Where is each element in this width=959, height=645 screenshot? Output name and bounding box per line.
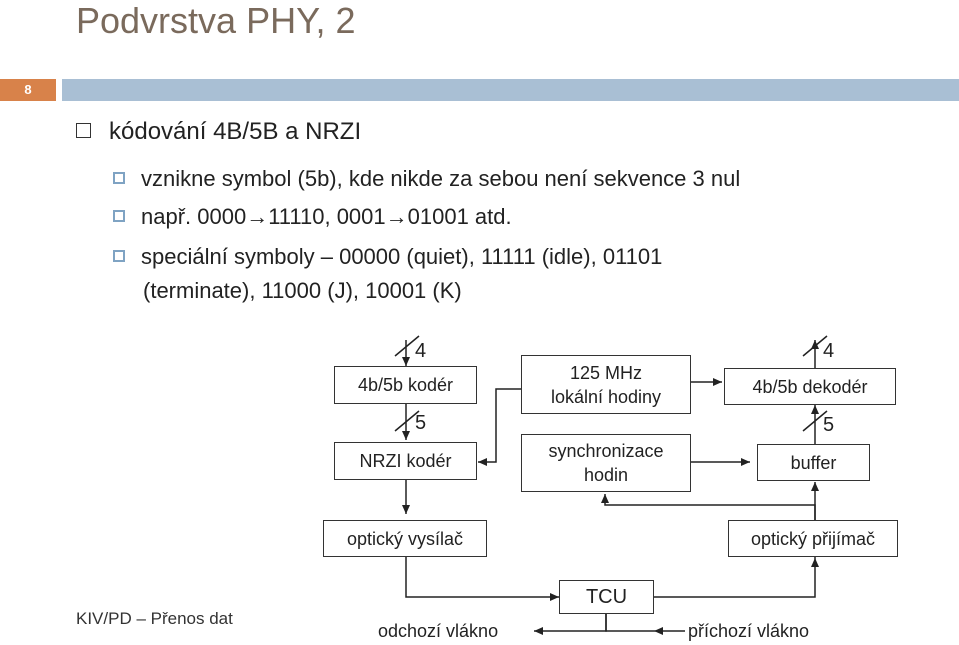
main-bullet-text: kódování 4B/5B a NRZI — [109, 118, 362, 145]
sub-bullet-text: (terminate), 11000 (J), 10001 (K) — [143, 278, 462, 303]
local-clock-line2: lokální hodiny — [550, 386, 662, 407]
tcu-label: TCU — [585, 586, 628, 608]
clock-sync-line2: hodin — [583, 465, 629, 485]
sub-bullet-text: např. 0000→11110, 0001→01001 atd. — [141, 204, 512, 229]
tx-to-tcu-wire — [406, 556, 559, 597]
slide-number: 8 — [0, 79, 56, 101]
bus-width-label: 4 — [823, 340, 835, 362]
nrzi-encoder-box — [334, 442, 477, 480]
clock-sync-box — [521, 434, 691, 492]
footer-text: KIV/PD – Přenos dat — [76, 609, 233, 628]
tcu-to-rx-wire — [654, 558, 815, 597]
clock-sync-line1: synchronizace — [548, 441, 664, 461]
slide-title: Podvrstva PHY, 2 — [76, 0, 356, 41]
optical-transmitter-label: optický vysílač — [346, 528, 464, 549]
encoder-4b5b-box — [334, 366, 477, 404]
local-clock-line1: 125 MHz — [569, 362, 643, 383]
nrzi-encoder-label: NRZI kodér — [359, 451, 452, 471]
incoming-to-tcu-wire — [606, 614, 654, 631]
sub-bullet-text: speciální symboly – 00000 (quiet), 11111 (idle), 01101 — [141, 244, 663, 269]
incoming-fiber-label: příchozí vlákno — [688, 621, 810, 641]
buffer-label: buffer — [790, 452, 837, 473]
tcu-box — [559, 580, 654, 614]
outgoing-fiber-label: odchozí vlákno — [378, 621, 499, 641]
decoder-4b5b-box — [724, 368, 896, 405]
encoder-4b5b-label: 4b/5b kodér — [357, 375, 454, 395]
sub-bullet-text: vznikne symbol (5b), kde nikde za sebou není sekvence 3 nul — [141, 166, 741, 191]
decoder-4b5b-label: 4b/5b dekodér — [752, 376, 868, 397]
optical-receiver-label: optický přijímač — [750, 528, 876, 549]
tcu-to-outgoing-wire — [559, 614, 606, 631]
optical-transmitter-box — [323, 520, 487, 557]
bus-width-label: 5 — [415, 412, 427, 434]
buffer-box — [757, 444, 870, 481]
local-clock-box — [521, 355, 691, 414]
bus-width-label: 4 — [415, 340, 427, 362]
clock-to-nrzi-wire — [478, 389, 521, 462]
bus-width-label: 5 — [823, 414, 835, 436]
rx-to-sync-wire — [605, 494, 815, 520]
optical-receiver-box — [728, 520, 898, 557]
